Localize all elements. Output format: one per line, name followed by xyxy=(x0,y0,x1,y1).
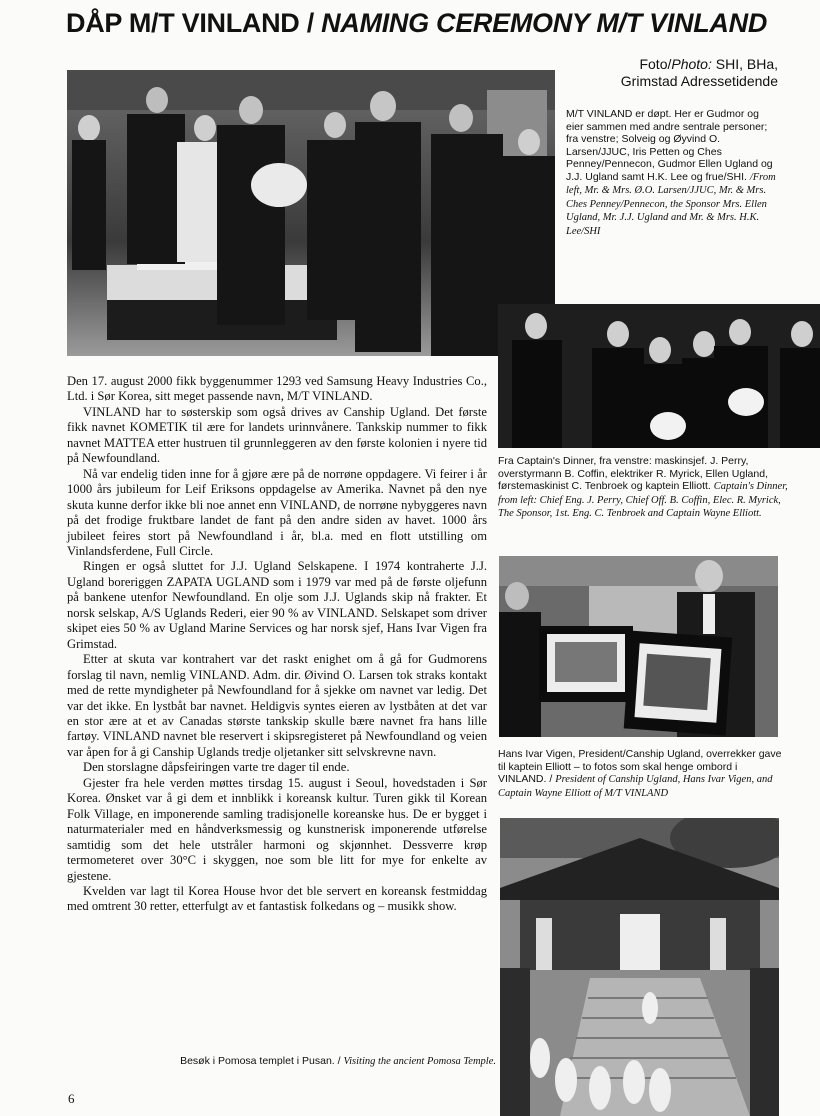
page-title xyxy=(66,8,796,39)
paragraph: Ringen er også sluttet for J.J. Ugland Selskapene. I 1974 kontraherte J.J. Ugland boreriggen ZAPATA UGLAND som i 1979 var med på de første oljefunn på bankene utenfor Newfoundland. En olje som J.J. Uglands skip nå frakter. Et norsk selskap, A/S Uglands Rederi, eier 90 % av VINLAND. Selskapet som driver skipet eies 50 % av Ugland Marine Services og har norsk sjef, Hans Ivar Vigen fra Grimstad. xyxy=(67,559,487,651)
paragraph: Nå var endelig tiden inne for å gjøre ære på de norrøne oppdagere. Vi feirer i år 1000 års jubileum for Leif Eriksons oppdagelse av Amerika. Navnet på den nye skuta kunne derfor ikke bli noe annet enn VINLAND, de norrøne nybyggeres navn på det frodige fruktbare landet de fant på den andre siden av havet. 1000 års jubileet feires stort på Newfoundland i år, bl.a. med en flott utstilling om Vinlandsferdene, Full Circle. xyxy=(67,466,487,558)
caption-ceremony: M/T VINLAND er døpt. Her er Gudmor og eier sammen med andre sentrale personer; fra venstre; Solveig og Øyvind O. Larsen/JJUC, Iris Petten og Ches Penney/Pennecon, Gudmor Ellen Ugland og J.J. Ugland samt H.K. Lee og frue/SHI. /From left, Mr. & Mrs. Ø.O. Larsen/JJUC, Mr. & Mrs. Ches Penney/Pennecon, the Sponsor Mrs. Ellen Ugland, Mr. J.J. Ugland and Mr. & Mrs. H.K. Lee/SHI xyxy=(566,108,776,237)
paragraph: Gjester fra hele verden møttes tirsdag 15. august i Seoul, hovedstaden i Sør Korea. Ønsket var å gi dem et innblikk i koreansk kultur. Turen gikk til Korean Folk Village, en imponerende samling tradisjonelle koreanske hus. De er bygget i naturmaterialer med en håndverksmessig og kunstnerisk imponerende utførelse samtidig som det hele utstråler harmoni og skjønnhet. Dessverre krøp termometeret over 30°C i skyggen, noe som ble litt for mye for enkelte av gjestene. xyxy=(67,775,487,883)
gift-presentation-photo xyxy=(499,556,778,737)
ceremony-group-photo xyxy=(67,70,555,356)
paragraph: Den storslagne dåpsfeiringen varte tre dager til ende. xyxy=(83,760,350,775)
caption-dinner: Fra Captain's Dinner, fra venstre: maskinsjef. J. Perry, overstyrmann B. Coffin, elektriker R. Myrick, Ellen Ugland, førstemaskinist C. Tenbroek og kaptein Elliott. Captain's Dinner, from left: Chief Eng. J. Perry, Chief Off. B. Coffin, Elec. R. Myrick, The Sponsor, 1st. Eng. C. Tenbroek and Captain Wayne Elliott. xyxy=(498,455,788,519)
caption-gift: Hans Ivar Vigen, President/Canship Ugland, overrekker gave til kaptein Elliott – to fotos som skal henge ombord i VINLAND. / President of Canship Ugland, Hans Ivar Vigen, and Captain Wayne Elliott of M/T VINLAND xyxy=(498,748,782,799)
title-norwegian: DÅP M/T VINLAND / xyxy=(66,8,314,38)
paragraph: Etter at skuta var kontrahert var det raskt enighet om å gå for Gudmorens forslag til navn, nemlig VINLAND. Adm. dir. Øivind O. Larsen tok straks kontakt med de rette myndigheter på Newfoundland for å sjekke om navnet var ledig. Det var det ikke. En lystbåt bar navnet. Heldigvis syntes eieren av lystbåten at det var en stor ære at et av Canadas største tankskip skulle bære navnet fra hans lille fartøy. VINLAND navnet ble reservert i skipsregisteret på Newfoundland og veien var åpen for å gi Canship Uglands tredje oljetanker sitt selvskrevne navn. xyxy=(67,652,487,759)
caption-temple: Besøk i Pomosa templet i Pusan. / Visiting the ancient Pomosa Temple. xyxy=(180,1055,496,1067)
paragraph: VINLAND har to søsterskip som også drives av Canship Ugland. Det første fikk navnet KOMETIK til ære for landets urinnvånere. Tankskip nummer to fikk navnet MATTEA etter hustruen til grunnleggeren av den første kolonien i nyere tid på Newfoundland. xyxy=(67,404,487,466)
paragraph: Den 17. august 2000 fikk byggenummer 1293 ved Samsung Heavy Industries Co., Ltd. i Sør Korea, sitt meget passende navn, M/T VINLAND. xyxy=(67,374,487,404)
paragraph: Kvelden var lagt til Korea House hvor det ble servert en koreansk festmiddag med omtrent 30 retter, etterfulgt av et fantastisk folkedans og – musikk show. xyxy=(67,883,487,914)
captains-dinner-photo xyxy=(498,304,820,448)
title-english: NAMING CEREMONY M/T VINLAND xyxy=(321,8,768,38)
page-number: 6 xyxy=(68,1091,75,1106)
photo-credit: Foto/Photo: SHI, BHa, Grimstad Adressetidende xyxy=(620,56,778,89)
pomosa-temple-photo xyxy=(500,818,779,1116)
article-body xyxy=(67,374,487,915)
